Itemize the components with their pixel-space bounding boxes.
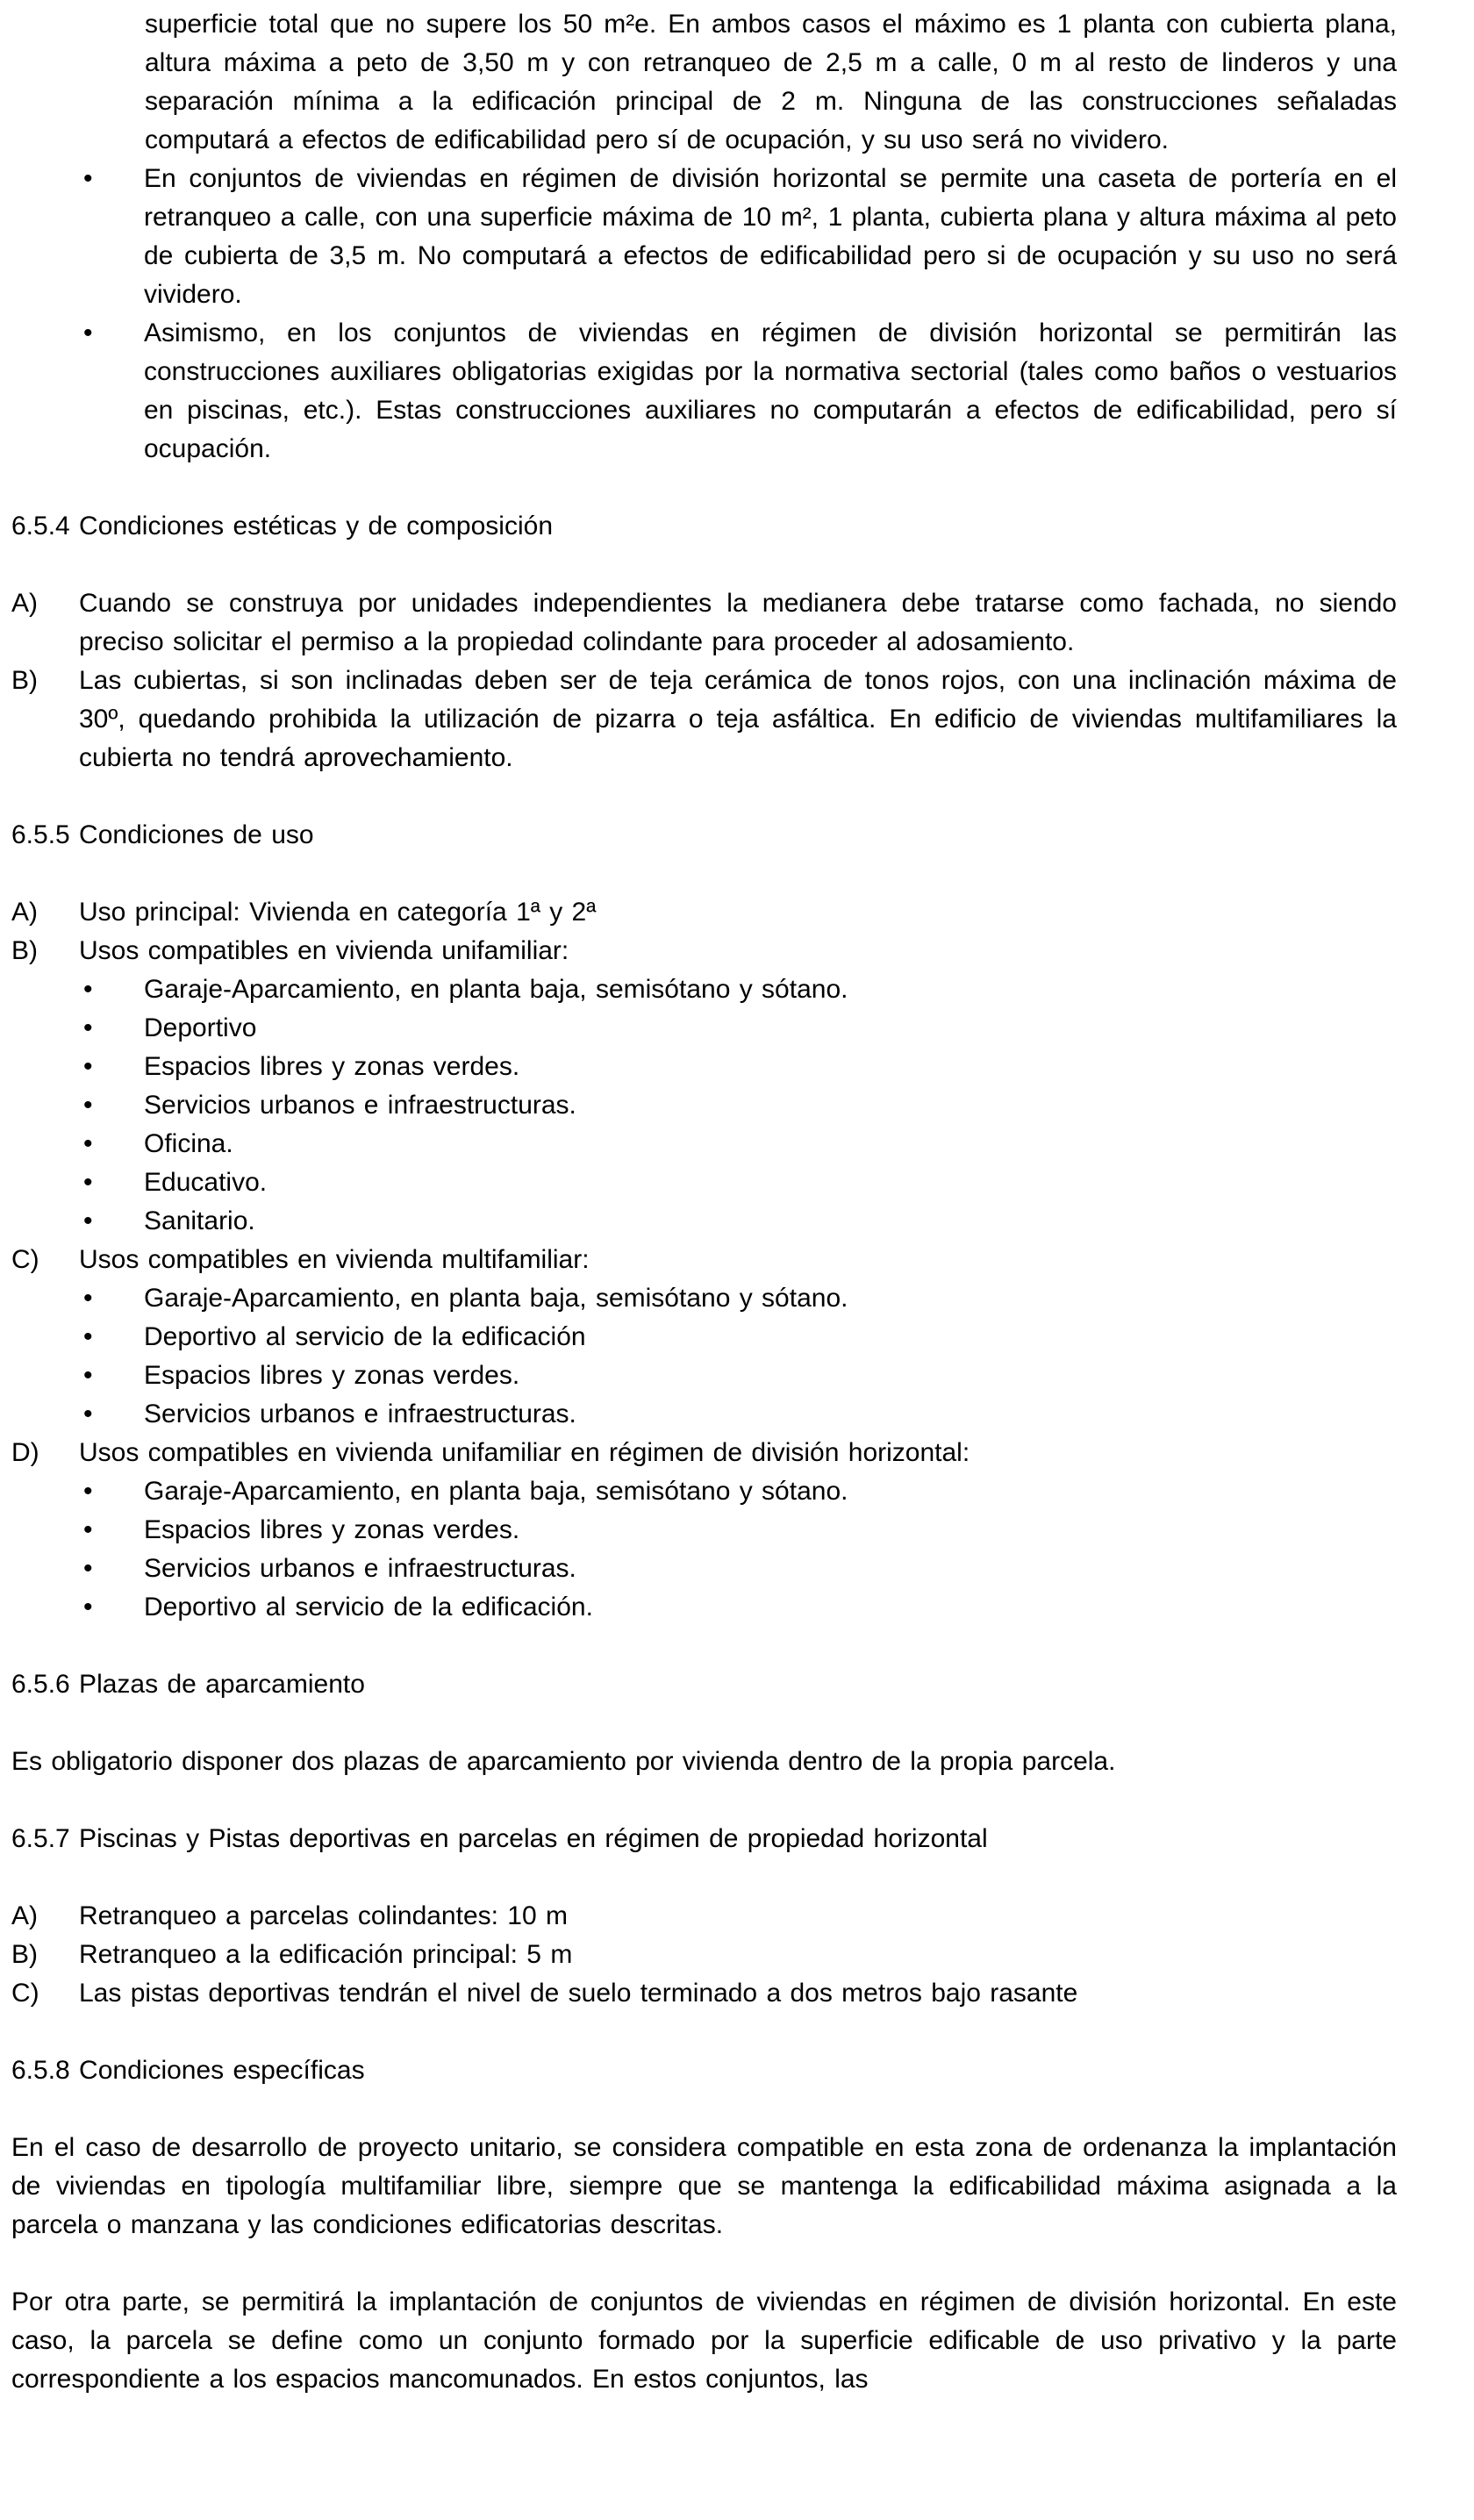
item-marker: B) bbox=[11, 936, 38, 965]
list-item bbox=[11, 970, 1397, 1009]
list-item bbox=[11, 1163, 1397, 1202]
lettered-item bbox=[11, 584, 1397, 662]
bullet-icon: • bbox=[83, 1322, 93, 1351]
list-item bbox=[11, 1395, 1397, 1434]
lettered-item-text: Usos compatibles en vivienda unifamiliar: bbox=[79, 936, 569, 965]
intro-bullet-list bbox=[11, 160, 1397, 469]
item-marker: D) bbox=[11, 1438, 39, 1467]
list-item-text: Educativo. bbox=[144, 1168, 268, 1197]
item-marker: A) bbox=[11, 1901, 38, 1930]
list-item-text: Deportivo al servicio de la edificación bbox=[144, 1322, 586, 1351]
bullet-icon: • bbox=[83, 1091, 93, 1120]
bullet-icon: • bbox=[83, 1013, 93, 1042]
list-item bbox=[11, 1550, 1397, 1588]
item-marker: A) bbox=[11, 898, 38, 927]
section-heading-6-5-6: 6.5.6 Plazas de aparcamiento bbox=[11, 1670, 365, 1699]
bullet-icon: • bbox=[83, 1554, 93, 1583]
list-item-text: Espacios libres y zonas verdes. bbox=[144, 1515, 520, 1544]
list-item-text: Espacios libres y zonas verdes. bbox=[144, 1361, 520, 1390]
section-6-5-6-paragraph: Es obligatorio disponer dos plazas de aparcamiento por vivienda dentro de la propia parcela. bbox=[11, 1747, 1116, 1776]
list-item-text: Sanitario. bbox=[144, 1206, 255, 1235]
list-item bbox=[11, 1125, 1397, 1163]
list-item bbox=[11, 1511, 1397, 1550]
section-heading-6-5-7: 6.5.7 Piscinas y Pistas deportivas en parcelas en régimen de propiedad horizontal bbox=[11, 1824, 988, 1853]
bullet-icon: • bbox=[83, 1593, 93, 1622]
list-item-text: En conjuntos de viviendas en régimen de división horizontal se permite una caseta de portería en el retranqueo a calle, con una superficie máxima de 10 m², 1 planta, cubierta plana y altura máxima al peto de cubierta de 3,5 m. No computará a efectos de edificabilidad pero si de ocupación y su uso no será vividero. bbox=[144, 164, 1397, 309]
bullet-icon: • bbox=[83, 1400, 93, 1428]
lettered-item bbox=[11, 1241, 1397, 1279]
list-item bbox=[11, 1588, 1397, 1627]
list-item bbox=[11, 1086, 1397, 1125]
section-6-5-4-list bbox=[11, 584, 1397, 777]
bullet-icon: • bbox=[83, 975, 93, 1004]
lettered-item-text: Usos compatibles en vivienda unifamiliar en régimen de división horizontal: bbox=[79, 1438, 970, 1467]
section-6-5-8-paragraph-2: Por otra parte, se permitirá la implantación de conjuntos de viviendas en régimen de división horizontal. En este caso, la parcela se define como un conjunto formado por la superficie edificable de uso privativo y la parte correspondiente a los espacios mancomunados. En estos conjuntos, las bbox=[11, 2287, 1397, 2394]
item-marker: B) bbox=[11, 666, 38, 695]
bullet-icon: • bbox=[83, 164, 93, 193]
section-heading-6-5-4: 6.5.4 Condiciones estéticas y de composición bbox=[11, 512, 554, 541]
list-item-text: Servicios urbanos e infraestructuras. bbox=[144, 1554, 576, 1583]
section-heading-6-5-5: 6.5.5 Condiciones de uso bbox=[11, 820, 314, 849]
list-item-text: Asimismo, en los conjuntos de viviendas en régimen de división horizontal se permitirán las construcciones auxiliares obligatorias exigidas por la normativa sectorial (tales como baños o vestuarios en piscinas, etc.). Estas construcciones auxiliares no computarán a efectos de edificabilidad, pero sí ocupación. bbox=[144, 319, 1397, 463]
lettered-item-text: Las pistas deportivas tendrán el nivel de suelo terminado a dos metros bajo rasante bbox=[79, 1979, 1078, 2008]
list-item bbox=[11, 1472, 1397, 1511]
list-item-text: Servicios urbanos e infraestructuras. bbox=[144, 1400, 576, 1428]
bullet-icon: • bbox=[83, 1477, 93, 1506]
list-item-text: Deportivo al servicio de la edificación. bbox=[144, 1593, 593, 1622]
list-item-text: Garaje-Aparcamiento, en planta baja, semisótano y sótano. bbox=[144, 1284, 848, 1313]
list-item bbox=[11, 1048, 1397, 1086]
bullet-icon: • bbox=[83, 1168, 93, 1197]
item-marker: C) bbox=[11, 1979, 39, 2008]
item-marker: A) bbox=[11, 589, 38, 618]
bullet-icon: • bbox=[83, 319, 93, 347]
list-item bbox=[11, 314, 1397, 469]
list-item bbox=[11, 160, 1397, 314]
bullet-icon: • bbox=[83, 1515, 93, 1544]
lettered-item bbox=[11, 1897, 1397, 1936]
list-item-text: Servicios urbanos e infraestructuras. bbox=[144, 1091, 576, 1120]
lettered-item-text: Retranqueo a la edificación principal: 5 m bbox=[79, 1940, 573, 1969]
bullet-icon: • bbox=[83, 1052, 93, 1081]
list-item bbox=[11, 1357, 1397, 1395]
lettered-item bbox=[11, 1936, 1397, 1974]
lettered-item bbox=[11, 662, 1397, 777]
list-item-text: Garaje-Aparcamiento, en planta baja, semisótano y sótano. bbox=[144, 975, 848, 1004]
lettered-item bbox=[11, 1974, 1397, 2013]
item-marker: C) bbox=[11, 1245, 39, 1274]
lettered-item-text: Usos compatibles en vivienda multifamiliar: bbox=[79, 1245, 590, 1274]
list-item bbox=[11, 1279, 1397, 1318]
item-marker: B) bbox=[11, 1940, 38, 1969]
lettered-item-text: Las cubiertas, si son inclinadas deben ser de teja cerámica de tonos rojos, con una inclinación máxima de 30º, quedando prohibida la utilización de pizarra o teja asfáltica. En edificio de viviendas multifamiliares la cubierta no tendrá aprovechamiento. bbox=[79, 666, 1397, 772]
bullet-icon: • bbox=[83, 1206, 93, 1235]
list-item-text: Deportivo bbox=[144, 1013, 257, 1042]
section-6-5-5-list bbox=[11, 893, 1397, 1627]
bullet-icon: • bbox=[83, 1361, 93, 1390]
section-6-5-7-list bbox=[11, 1897, 1397, 2013]
list-item-text: Garaje-Aparcamiento, en planta baja, semisótano y sótano. bbox=[144, 1477, 848, 1506]
intro-paragraph: superficie total que no supere los 50 m²e. En ambos casos el máximo es 1 planta con cubierta plana, altura máxima a peto de 3,50 m y con retranqueo de 2,5 m a calle, 0 m al resto de linderos y una separación mínima a la edificación principal de 2 m. Ninguna de las construcciones señaladas computará a efectos de edificabilidad pero sí de ocupación, y su uso será no vividero. bbox=[145, 10, 1397, 154]
bullet-icon: • bbox=[83, 1284, 93, 1313]
bullet-icon: • bbox=[83, 1129, 93, 1158]
lettered-item-text: Retranqueo a parcelas colindantes: 10 m bbox=[79, 1901, 569, 1930]
list-item bbox=[11, 1318, 1397, 1357]
list-item bbox=[11, 1009, 1397, 1048]
list-item-text: Oficina. bbox=[144, 1129, 233, 1158]
lettered-item bbox=[11, 932, 1397, 970]
list-item-text: Espacios libres y zonas verdes. bbox=[144, 1052, 520, 1081]
lettered-item bbox=[11, 1434, 1397, 1472]
section-heading-6-5-8: 6.5.8 Condiciones específicas bbox=[11, 2056, 365, 2085]
lettered-item-text: Uso principal: Vivienda en categoría 1ª y 2ª bbox=[79, 898, 597, 927]
list-item bbox=[11, 1202, 1397, 1241]
lettered-item bbox=[11, 893, 1397, 932]
lettered-item-text: Cuando se construya por unidades independientes la medianera debe tratarse como fachada, no siendo preciso solicitar el permiso a la propiedad colindante para proceder al adosamiento. bbox=[79, 589, 1397, 656]
section-6-5-8-paragraph-1: En el caso de desarrollo de proyecto unitario, se considera compatible en esta zona de ordenanza la implantación de viviendas en tipología multifamiliar libre, siempre que se mantenga la edificabilidad máxima asignada a la parcela o manzana y las condiciones edificatorias descritas. bbox=[11, 2133, 1397, 2239]
